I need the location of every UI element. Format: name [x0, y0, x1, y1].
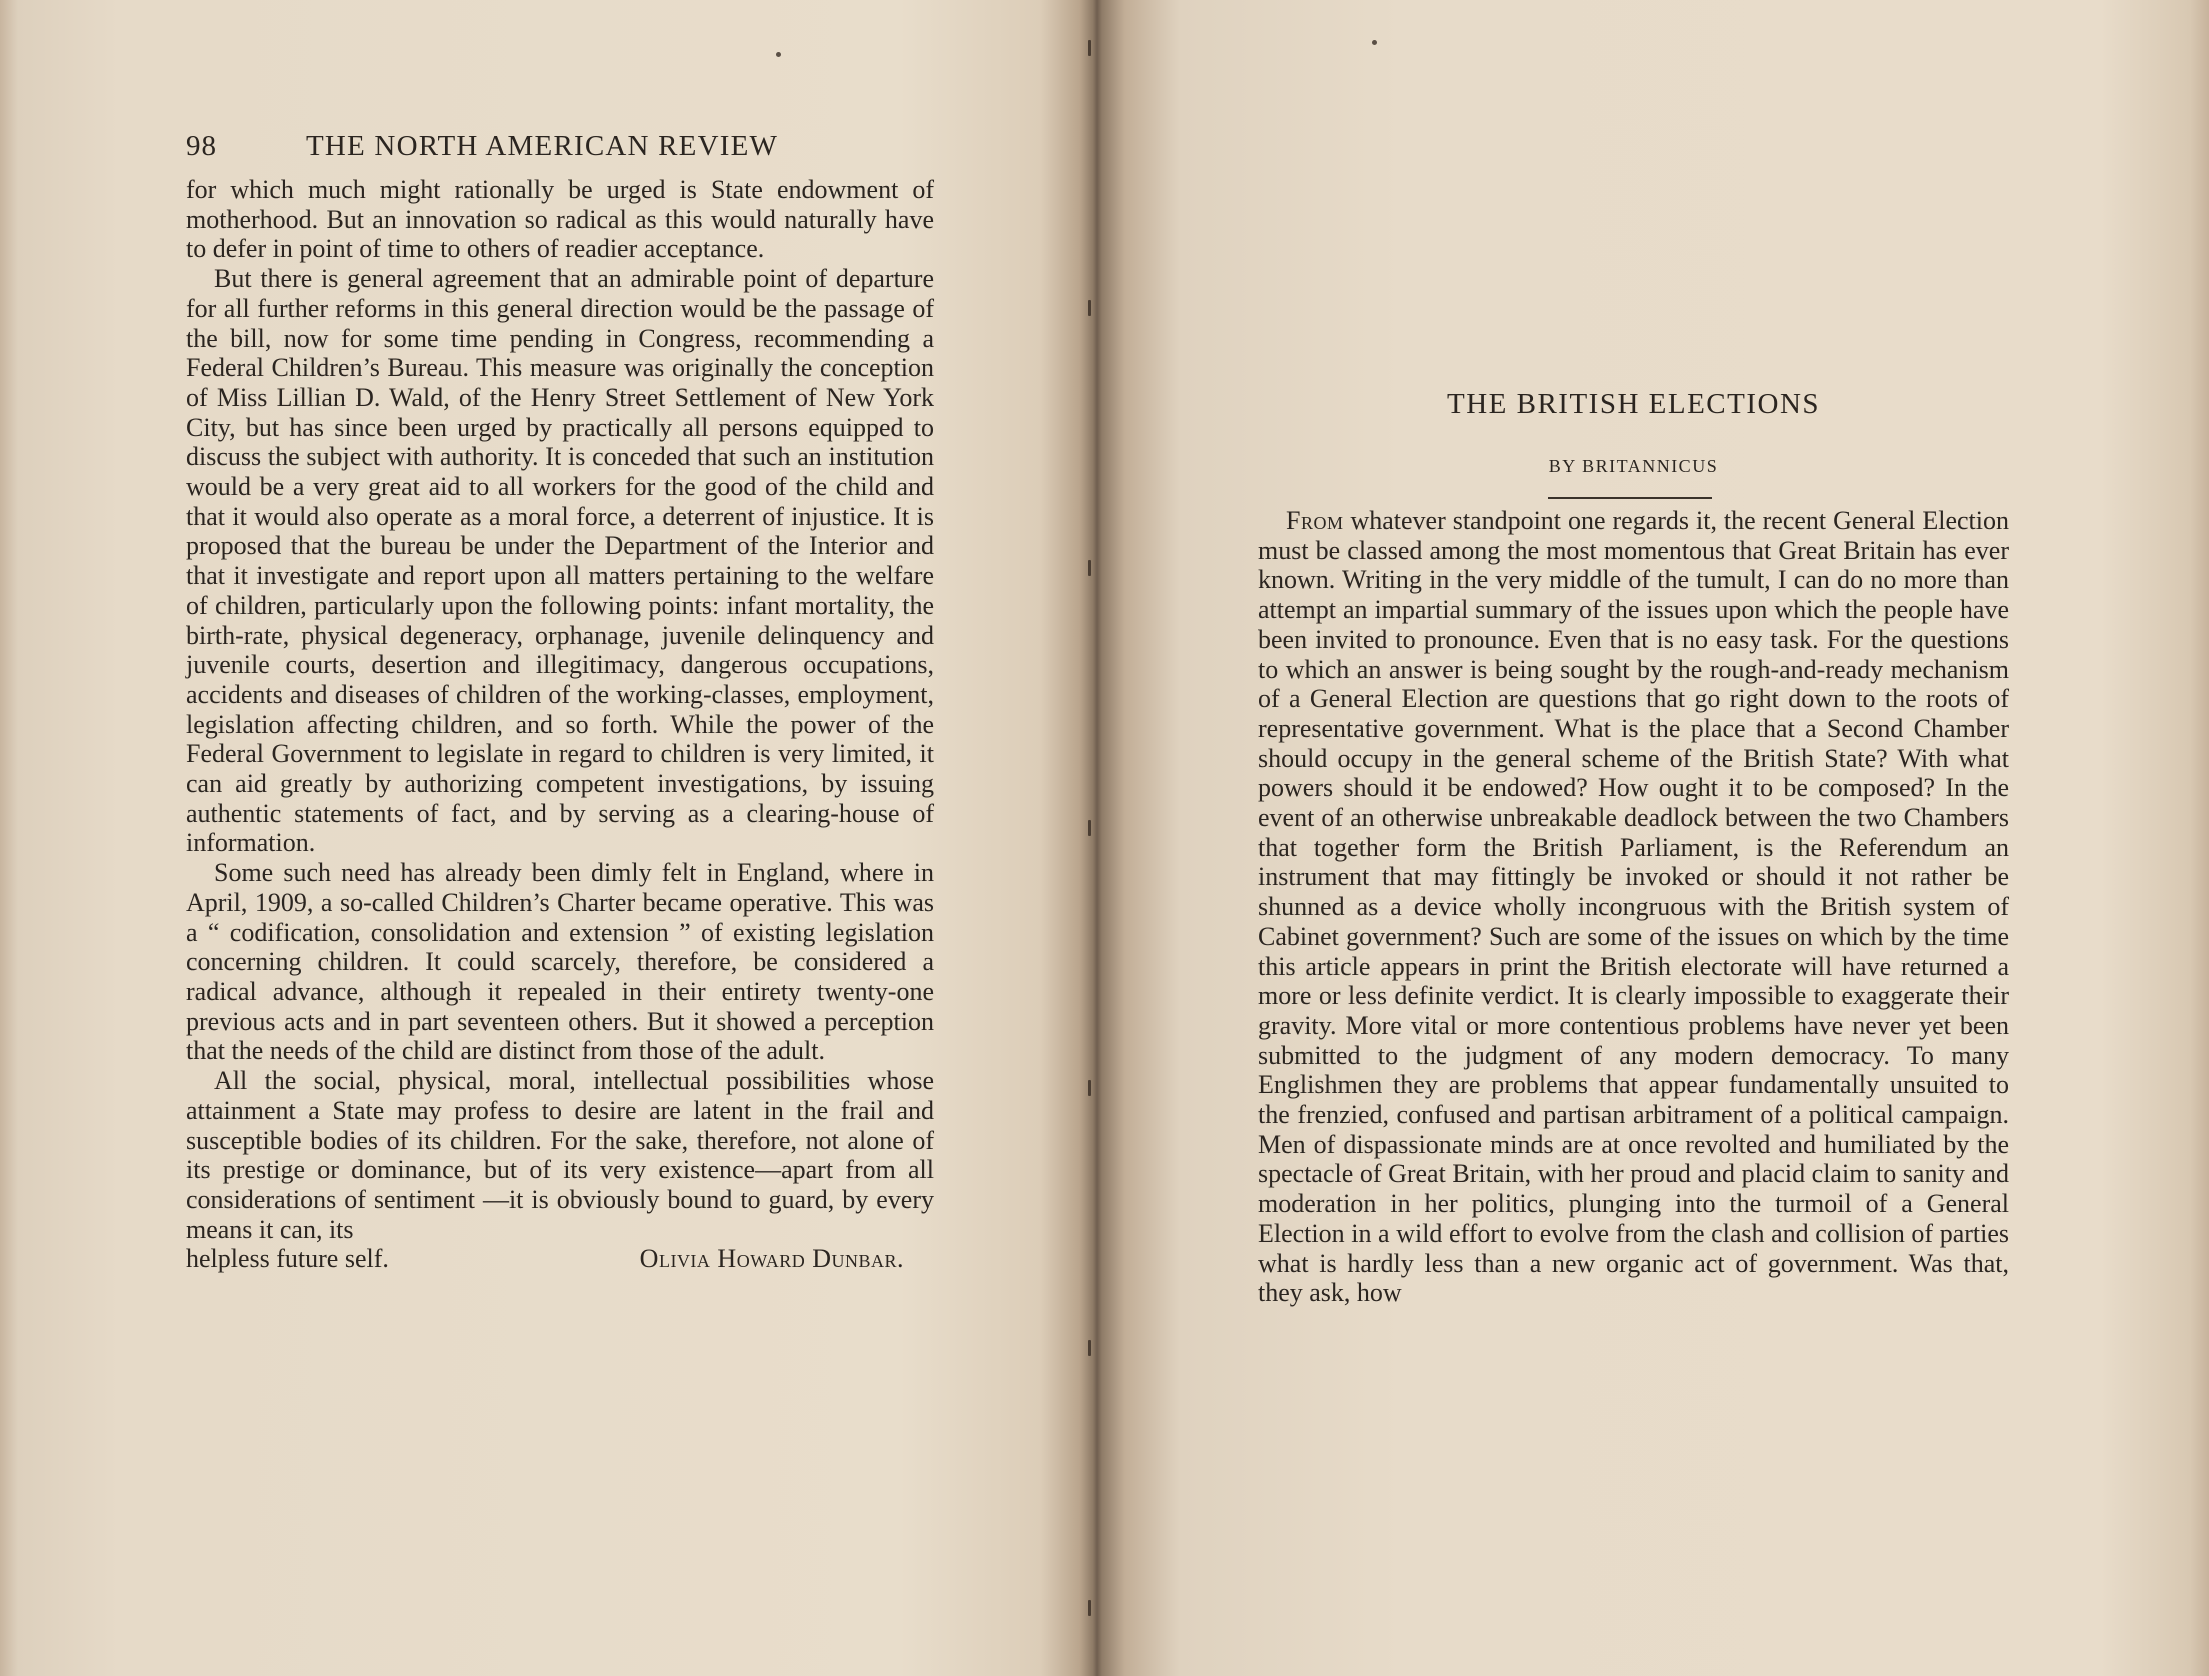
author-signature: Olivia Howard Dunbar.: [639, 1244, 904, 1274]
paper-speck: [1372, 40, 1377, 45]
closing-line: [186, 1244, 934, 1274]
title-divider: [1548, 497, 1712, 499]
binding-stitch: [1088, 560, 1091, 576]
opening-paragraph-text: whatever standpoint one regards it, the recent General Election must be classed among the most momentous that Great Britain has ever known. Writing in the very middle of the tumult, I can do no more than attempt an impartial summary of the issues upon which the people have been invited to pronounce. Even that is no easy task. For the questions to which an answer is being sought by the rough-and-ready mechanism of a General Election are questions that go right down to the roots of representative government. What is the place that a Second Chamber should occupy in the general scheme of the British State? With what powers should it be endowed? How ought it to be composed? In the event of an otherwise unbreakable deadlock between the two Chambers that together form the British Parliament, is the Referendum an instrument that may fittingly be invoked or should it not rather be shunned as a device wholly incongruous with the British system of Cabinet government? Such are some of the issues on which by the time this article appears in print the British electorate will have returned a more or less definite verdict. It is clearly impossible to exaggerate their gravity. More vital or more contentious problems have never yet been submitted to the judgment of any modern democracy. To many Englishmen they are problems that appear fundamentally unsuited to the frenzied, confused and partisan arbitrament of a political campaign. Men of dispassionate minds are at once revolted and humiliated by the spectacle of Great Britain, with her proud and placid claim to sanity and moderation in her politics, plunging into the turmoil of a General Election in a wild effort to evolve from the clash and collision of parties what is hardly less than a new organic act of government. Was that, they ask, how: [1258, 506, 2009, 1308]
article-byline: BY BRITANNICUS: [1548, 456, 1719, 476]
paragraph: Some such need has already been dimly felt in England, where in April, 1909, a so-called Children’s Charter became operative. This was a “ codification, consolidation and extension ” of existing legislation concerning children. It could scarcely, therefore, be considered a radical advance, although it repealed in their entirety twenty-one previous acts and in part seventeen others. But it showed a perception that the needs of the child are distinct from those of the adult.: [186, 858, 934, 1066]
paragraph: But there is general agreement that an admirable point of departure for all further reforms in this general direction would be the passage of the bill, now for some time pending in Congress, recommending a Federal Children’s Bureau. This measure was originally the conception of Miss Lillian D. Wald, of the Henry Street Settlement of New York City, but has since been urged by practically all persons equipped to discuss the subject with authority. It is conceded that such an institution would be a very great aid to all workers for the good of the child and that it would also operate as a moral force, a deterrent of injustice. It is proposed that the bureau be under the Department of the Interior and that it investigate and report upon all matters pertaining to the welfare of children, particularly upon the following points: infant mortality, the birth-rate, physical degeneracy, orphanage, juvenile delinquency and juvenile courts, desertion and illegitimacy, dangerous occupations, accidents and diseases of children of the working-classes, employment, legislation affecting children, and so forth. While the power of the Federal Government to legislate in regard to children is very limited, it can aid greatly by authorizing competent investigations, by issuing authentic statements of fact, and by serving as a clearing-house of information.: [186, 264, 934, 858]
left-page-body: [186, 175, 934, 1274]
paper-speck: [776, 52, 781, 57]
journal-title: THE NORTH AMERICAN REVIEW: [306, 130, 779, 162]
binding-stitch: [1088, 1600, 1091, 1616]
binding-stitch: [1088, 1340, 1091, 1356]
page-number: 98: [186, 130, 217, 162]
paragraph: All the social, physical, moral, intellectual possibilities whose attainment a State may profess to desire are latent in the frail and susceptible bodies of its children. For the sake, therefore, not alone of its prestige or dominance, but of its very existence—apart from all considerations of sentiment —it is obviously bound to guard, by every means it can, its: [186, 1066, 934, 1244]
closing-words: helpless future self.: [186, 1244, 389, 1274]
opening-paragraph: [1258, 506, 2009, 1308]
article-title: THE BRITISH ELECTIONS: [1446, 388, 1821, 420]
running-head: [186, 130, 936, 163]
opening-word: From: [1286, 506, 1344, 535]
left-page: [0, 0, 1094, 1676]
binding-stitch: [1088, 820, 1091, 836]
binding-stitch: [1088, 1080, 1091, 1096]
binding-stitch: [1088, 300, 1091, 316]
right-page-body: [1258, 506, 2009, 1308]
binding-stitch: [1088, 40, 1091, 56]
paragraph: for which much might rationally be urged is State endowment of motherhood. But an innovation so radical as this would naturally have to defer in point of time to others of readier acceptance.: [186, 175, 934, 264]
